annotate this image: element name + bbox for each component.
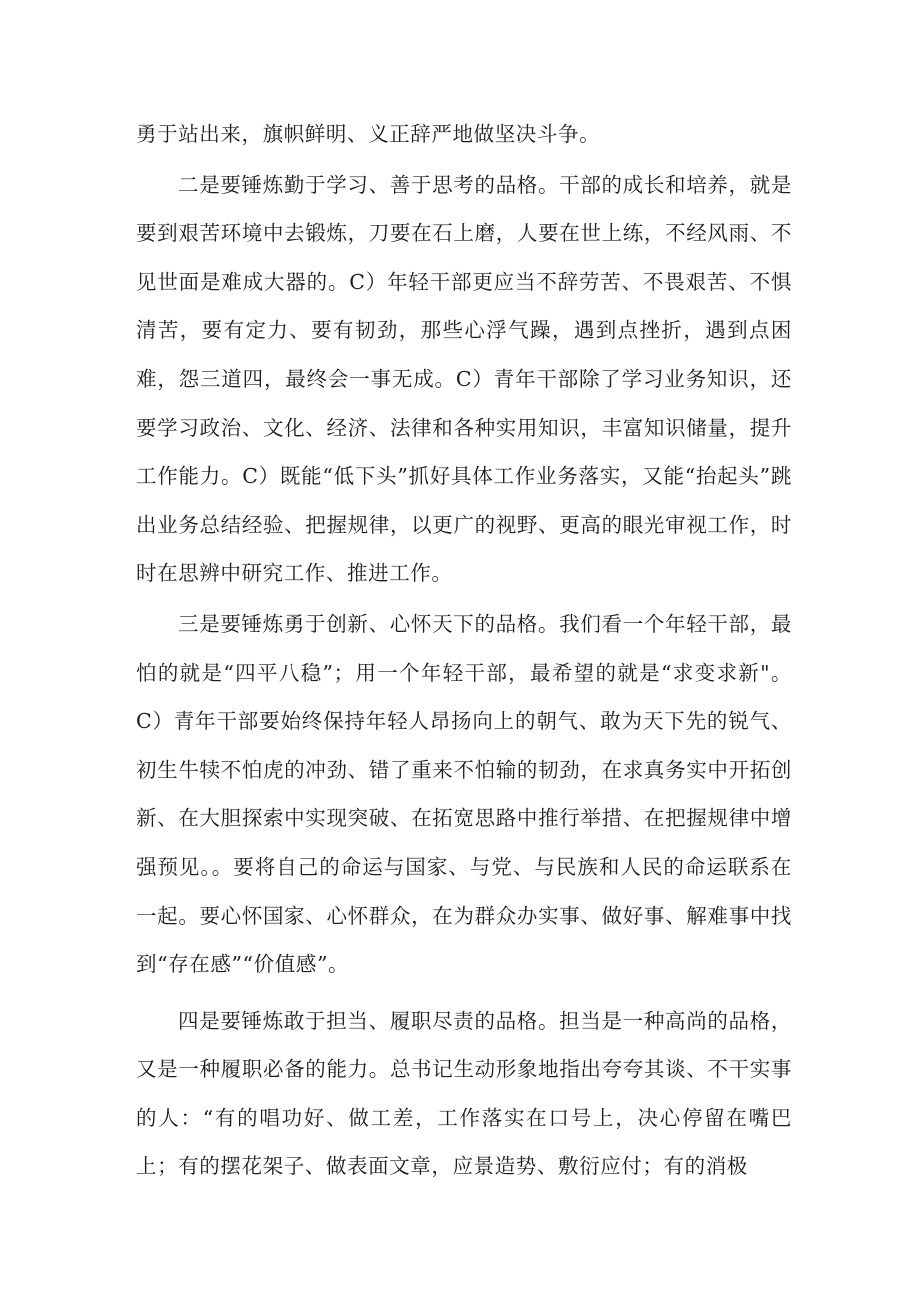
paragraph-study: 二是要锤炼勤于学习、善于思考的品格。干部的成长和培养，就是要到艰苦环境中去锻炼，刀要在石上磨，人要在世上练，不经风雨、不见世面是难成大器的。C）年轻干部更应当不辞劳苦、不畏艰苦、不惧清苦，要有定力、要有韧劲，那些心浮气躁，遇到点挫折，遇到点困难，怨三道四，最终会一事无成。C）青年干部除了学习业务知识，还要学习政治、文化、经济、法律和各种实用知识，丰富知识储量，提升工作能力。C）既能“低下头”抓好具体工作业务落实，又能“抬起头”跳出业务总结经验、把握规律，以更广的视野、更高的眼光审视工作，时时在思辨中研究工作、推进工作。 — [136, 172, 792, 586]
paragraph-continuation: 勇于站出来，旗帜鲜明、义正辞严地做坚决斗争。 — [136, 122, 601, 146]
paragraph-responsibility: 四是要锤炼敢于担当、履职尽责的品格。担当是一种高尚的品格，又是一种履职必备的能力。总书记生动形象地指出夸夸其谈、不干实事的人：“有的唱功好、做工差，工作落实在口号上，决心停留在嘴巴上；有的摆花架子、做表面文章，应景造势、敷衍应付；有的消极 — [136, 1008, 792, 1179]
paragraph-innovation: 三是要锤炼勇于创新、心怀天下的品格。我们看一个年轻干部，最怕的就是“四平八稳”；用一个年轻干部，最希望的就是“求变求新"。C）青年干部要始终保持年轻人昂扬向上的朝气、敢为天下先的锐气、初生牛犊不怕虎的冲劲、错了重来不怕输的韧劲，在求真务实中开拓创新、在大胆探索中实现突破、在拓宽思路中推行举措、在把握规律中增强预见。。要将自己的命运与国家、与党、与民族和人民的命运联系在一起。要心怀国家、心怀群众，在为群众办实事、做好事、解难事中找到“存在感”“价值感”。 — [136, 611, 792, 977]
